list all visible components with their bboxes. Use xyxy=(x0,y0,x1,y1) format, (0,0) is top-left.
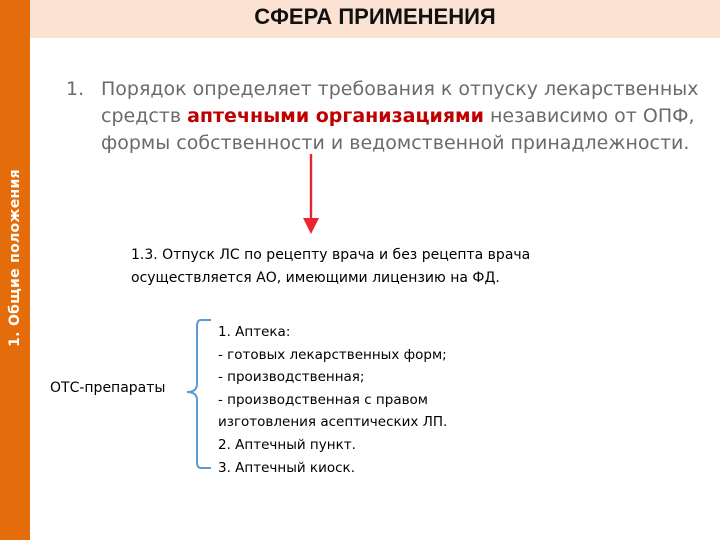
main-point-highlight: аптечными организациями xyxy=(187,105,484,127)
list-item: 3. Аптечный киоск. xyxy=(218,459,355,476)
list-item: 2. Аптечный пункт. xyxy=(218,436,356,453)
sidebar xyxy=(0,0,30,540)
list-item: 1. Аптека: xyxy=(218,324,291,340)
sub-point: 1.3. Отпуск ЛС по рецепту врача и без рецепта врача осуществляется АО, имеющими лицензию на ФД. xyxy=(131,247,531,286)
list-item: - готовых лекарственных форм; xyxy=(218,346,447,363)
main-point-text-before: Порядок определяет требования к отпуску лекарственных средств xyxy=(101,78,699,127)
arrow-head xyxy=(303,218,319,234)
org-list xyxy=(218,321,518,479)
main-point xyxy=(66,76,711,157)
sidebar-label: 1. Общие положения xyxy=(7,169,23,347)
down-arrow-icon xyxy=(296,154,326,236)
list-item: изготовления асептических ЛП. xyxy=(218,414,448,431)
list-item: - производственная; xyxy=(218,369,365,386)
main-point-number: 1. xyxy=(66,78,85,100)
title-band xyxy=(30,0,720,38)
otc-label: ОТС-препараты xyxy=(50,380,166,396)
main-point-text xyxy=(101,76,711,157)
main-point-text-after: независимо от ОПФ, формы собственности и ведомственной принадлежности. xyxy=(101,105,695,154)
bracket-path xyxy=(187,320,211,468)
curly-bracket-icon xyxy=(185,318,215,470)
page-title: СФЕРА ПРИМЕНЕНИЯ xyxy=(254,4,496,29)
list-item: - производственная с правом xyxy=(218,391,428,408)
